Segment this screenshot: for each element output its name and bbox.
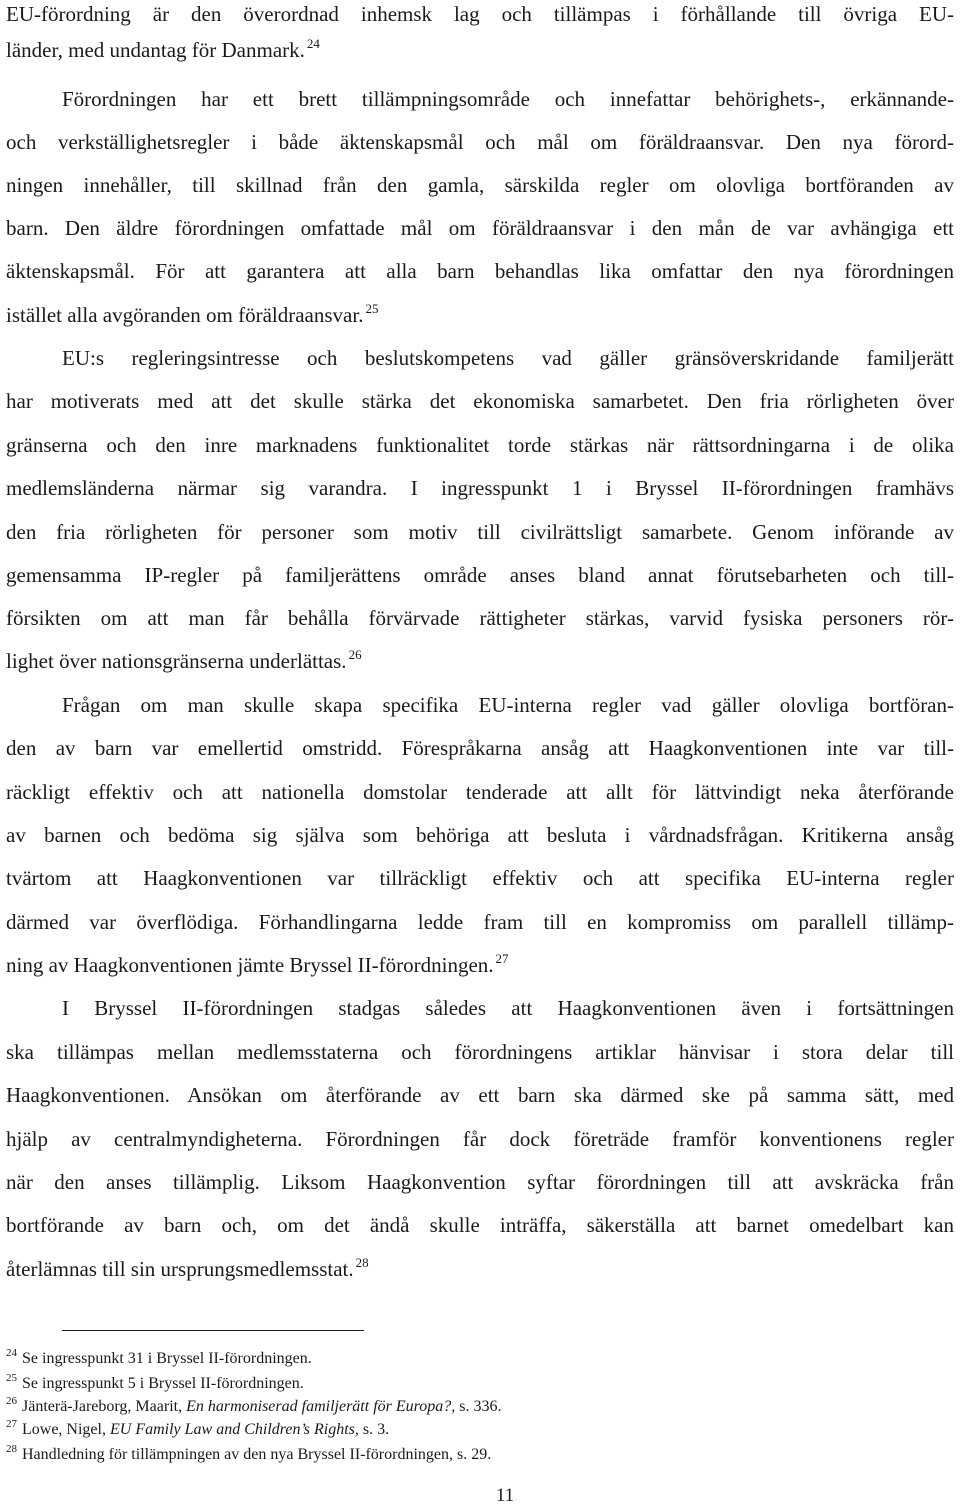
text-line: EU:s regleringsintresse och beslutskompetens vad gäller gränsöverskridande familjerätt (62, 346, 954, 370)
text-line: Förordningen har ett brett tillämpningsområde och innefattar behörighets-, erkännande- (62, 87, 954, 111)
footnote-number: 24 (6, 1347, 17, 1359)
text-line: EU-förordning är den överordnad inhemsk lag och tillämpas i förhållande till övriga EU- (6, 2, 954, 26)
text-line: bortförande av barn och, om det ändå skulle inträffa, säkerställa att barnet omedelbart kan (6, 1213, 954, 1237)
footnote-ref: 26 (348, 647, 362, 662)
text-line: och verkställighetsregler i både äktenskapsmål och mål om föräldraansvar. Den nya förord- (6, 130, 954, 154)
footnote: $^{27}$ Lowe, Nigel, EU Family Law and Children’s Rights, s. 3. (6, 1418, 390, 1438)
footnote: $^{26}$ Jänterä-Jareborg, Maarit, En harmoniserad familjerätt för Europa?, s. 336. (6, 1395, 502, 1415)
footnote-separator (62, 1330, 364, 1331)
page-number: 11 (495, 1485, 515, 1506)
text-line: äktenskapsmål. För att garantera att alla barn behandlas lika omfattar den nya förordningen (6, 259, 954, 283)
text-line: gemensamma IP-regler på familjerättens område anses bland annat förutsebarheten och till- (6, 563, 954, 587)
text-line: när den anses tillämplig. Liksom Haagkonvention syftar förordningen till att avskräcka från (6, 1170, 954, 1194)
text-line: återlämnas till sin ursprungsmedlemsstat. $^{28}$ (6, 1255, 369, 1281)
text-line: tvärtom att Haagkonventionen var tillräckligt effektiv och att specifika EU-interna regler (6, 866, 954, 890)
footnote-ref: 28 (355, 1255, 369, 1270)
footnote-number: 25 (6, 1372, 17, 1384)
footnote: $^{24}$ Se ingresspunkt 31 i Bryssel II-förordningen. (6, 1347, 312, 1367)
text-line: istället alla avgöranden om föräldraansvar. $^{25}$ (6, 301, 379, 327)
footnote: $^{28}$ Handledning för tillämpningen av den nya Bryssel II-förordningen, s. 29. (6, 1443, 492, 1463)
text-line: den av barn var emellertid omstridd. Förespråkarna ansåg att Haagkonventionen inte var till- (6, 736, 954, 760)
text-line: av barnen och bedöma sig själva som behöriga att besluta i vårdnadsfrågan. Kritikerna ansåg (6, 823, 954, 847)
text-line: ning av Haagkonventionen jämte Bryssel II-förordningen. $^{27}$ (6, 951, 509, 977)
text-line: har motiverats med att det skulle stärka det ekonomiska samarbetet. Den fria rörligheten över (6, 389, 954, 413)
footnote-ref: 25 (365, 301, 379, 316)
text-line: Haagkonventionen. Ansökan om återförande av ett barn ska därmed ske på samma sätt, med (6, 1083, 954, 1107)
footnote-number: 26 (6, 1395, 17, 1407)
footnote: $^{25}$ Se ingresspunkt 5 i Bryssel II-förordningen. (6, 1372, 304, 1392)
text-line: ska tillämpas mellan medlemsstaterna och förordningens artiklar hänvisar i stora delar till (6, 1040, 954, 1064)
text-line: försikten om att man får behålla förvärvade rättigheter stärkas, varvid fysiska personers rör- (6, 606, 954, 630)
footnote-ref: 24 (306, 36, 320, 51)
text-line: Frågan om man skulle skapa specifika EU-interna regler vad gäller olovliga bortföran- (62, 693, 954, 717)
footnote-ref: 27 (495, 951, 509, 966)
text-line: ningen innehåller, till skillnad från den gamla, särskilda regler om olovliga bortföranden av (6, 173, 954, 197)
text-line: barn. Den äldre förordningen omfattade mål om föräldraansvar i den mån de var avhängiga ett (6, 216, 954, 240)
text-line: I Bryssel II-förordningen stadgas således att Haagkonventionen även i fortsättningen (62, 996, 954, 1020)
footnote-number: 28 (6, 1443, 17, 1455)
text-line: därmed var överflödiga. Förhandlingarna ledde fram till en kompromiss om parallell tillämp- (6, 910, 954, 934)
text-line: räckligt effektiv och att nationella domstolar tenderade att allt för lättvindigt neka återförande (6, 780, 954, 804)
text-line: medlemsländerna närmar sig varandra. I ingresspunkt 1 i Bryssel II-förordningen framhävs (6, 476, 954, 500)
text-line: gränserna och den inre marknadens funktionalitet torde stärkas när rättsordningarna i de olika (6, 433, 954, 457)
footnote-number: 27 (6, 1418, 17, 1430)
text-line: hjälp av centralmyndigheterna. Förordningen får dock företräde framför konventionens regler (6, 1127, 954, 1151)
text-line: lighet över nationsgränserna underlättas. $^{26}$ (6, 647, 362, 673)
text-line: länder, med undantag för Danmark. $^{24}$ (6, 36, 320, 62)
text-line: den fria rörligheten för personer som motiv till civilrättsligt samarbete. Genom införande av (6, 520, 954, 544)
